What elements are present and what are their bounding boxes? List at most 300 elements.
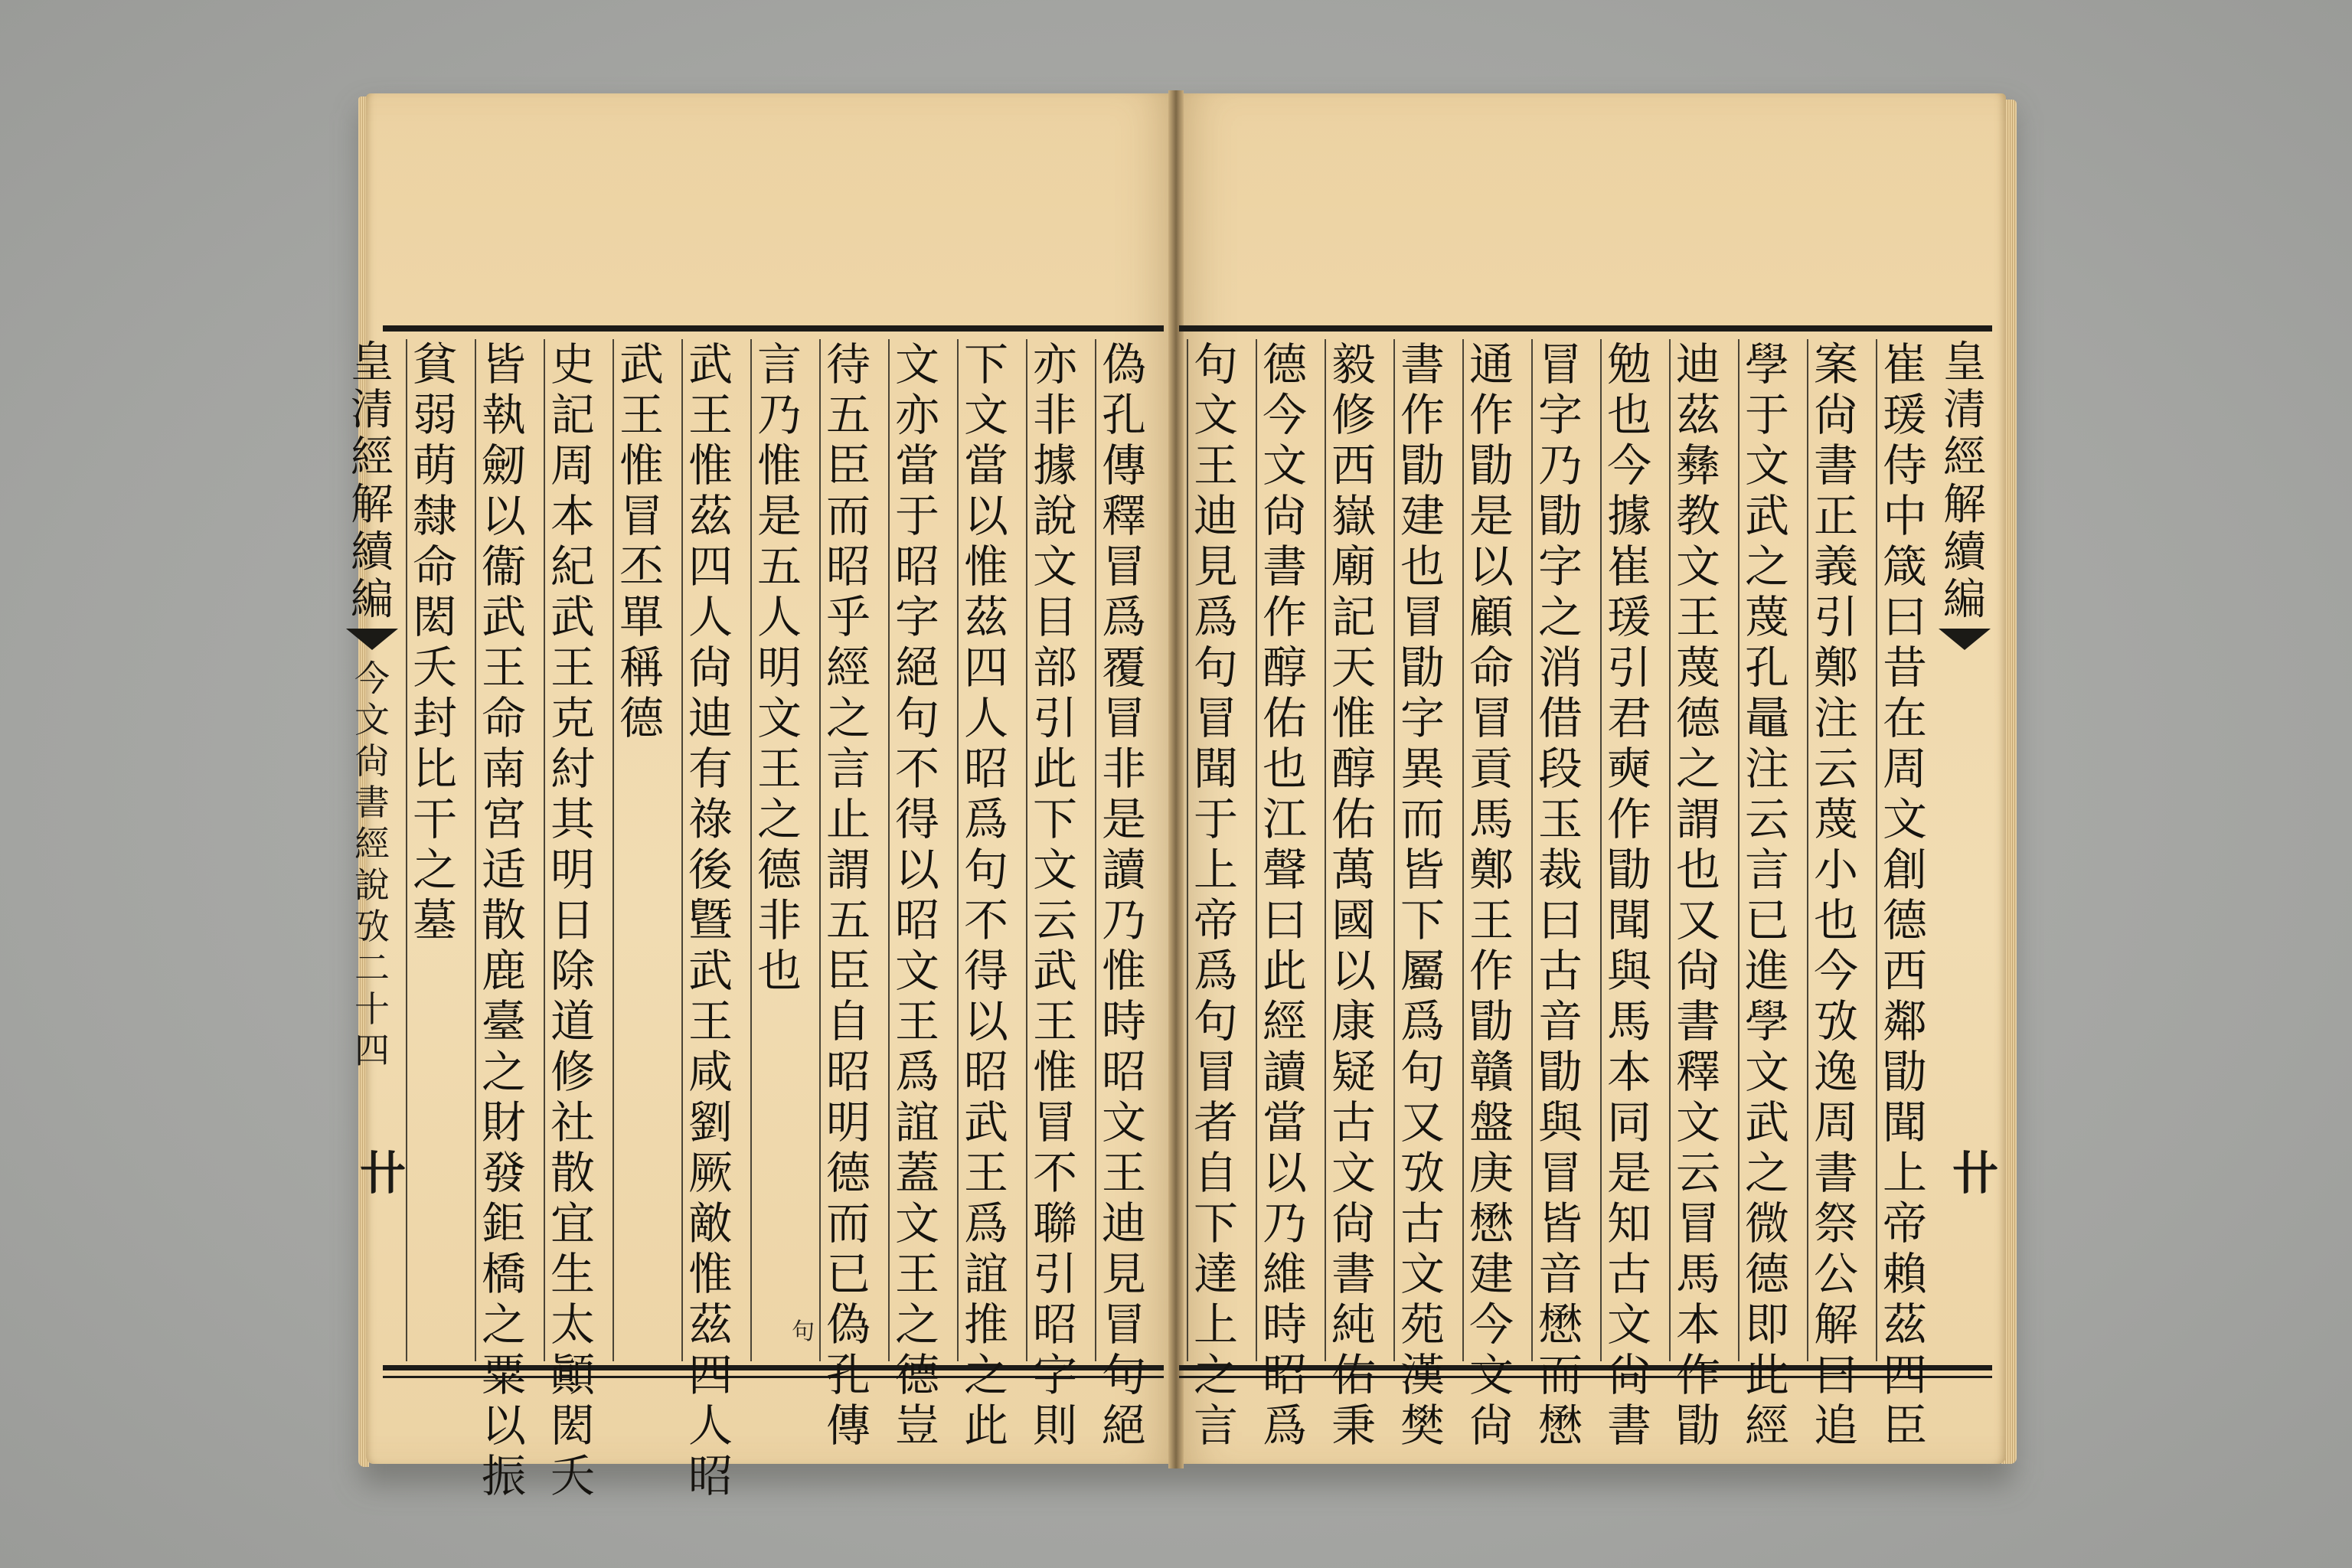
glyph: 宜 — [550, 1197, 595, 1250]
glyph: 尙 — [1331, 1197, 1376, 1250]
glyph: 五 — [825, 389, 871, 441]
glyph: 太 — [550, 1298, 595, 1351]
glyph: 之 — [412, 844, 457, 896]
glyph: 聞 — [1882, 1096, 1927, 1148]
glyph: 以 — [963, 995, 1008, 1047]
glyph: 爲 — [963, 793, 1008, 845]
glyph: 作 — [1400, 389, 1445, 441]
glyph: 迪 — [1675, 338, 1720, 390]
glyph: 書 — [1813, 439, 1858, 492]
glyph: 尙 — [1262, 490, 1307, 542]
glyph: 偽 — [1101, 338, 1146, 390]
top-rule — [383, 325, 1164, 332]
glyph: 當 — [894, 439, 939, 492]
glyph: 乎 — [825, 591, 871, 643]
banner-glyph: 二 — [354, 947, 390, 988]
glyph: 字 — [894, 591, 939, 643]
glyph: 非 — [756, 894, 802, 946]
glyph: 文 — [1468, 1349, 1514, 1401]
glyph: 惟 — [688, 1248, 733, 1300]
glyph: 迪 — [1193, 490, 1238, 542]
banner-glyph: 今 — [354, 658, 390, 699]
glyph: 下 — [1193, 1197, 1238, 1250]
banner-glyph: 經 — [1943, 433, 1986, 482]
glyph: 注 — [1744, 743, 1789, 795]
glyph: 之 — [1537, 591, 1583, 643]
glyph: 言 — [756, 338, 802, 390]
glyph: 爲 — [963, 1197, 1008, 1250]
glyph: 聯 — [1032, 1197, 1077, 1250]
glyph: 爲 — [1193, 591, 1238, 643]
glyph: 自 — [1193, 1147, 1238, 1199]
text-column — [1393, 338, 1450, 1452]
glyph: 不 — [894, 743, 939, 795]
glyph: 四 — [1882, 1349, 1927, 1401]
glyph: 古 — [1537, 945, 1583, 997]
glyph: 昭 — [894, 894, 939, 946]
glyph: 五 — [756, 541, 802, 593]
glyph: 嶽 — [1331, 490, 1376, 542]
glyph: 懋 — [1468, 1197, 1514, 1250]
glyph: 解 — [1813, 1298, 1858, 1351]
glyph: 秉 — [1331, 1400, 1376, 1452]
glyph: 鼂 — [1744, 692, 1789, 744]
glyph: 此 — [963, 1400, 1008, 1452]
glyph: 書 — [1675, 995, 1720, 1047]
glyph: 散 — [481, 894, 526, 946]
banner-glyph: 續 — [351, 528, 394, 577]
glyph: 醇 — [1262, 642, 1307, 694]
glyph: 散 — [550, 1147, 595, 1199]
glyph: 作 — [1262, 591, 1307, 643]
glyph: 絕 — [1101, 1400, 1146, 1452]
glyph: 傳 — [825, 1400, 871, 1452]
glyph: 贛 — [1468, 1046, 1514, 1098]
glyph: 借 — [1537, 692, 1583, 744]
glyph: 注 — [1813, 692, 1858, 744]
glyph: 義 — [1813, 541, 1858, 593]
glyph: 西 — [1331, 439, 1376, 492]
glyph: 文 — [756, 692, 802, 744]
glyph: 武 — [550, 591, 595, 643]
glyph: 文 — [1032, 844, 1077, 896]
glyph: 以 — [1262, 1147, 1307, 1199]
glyph: 皆 — [1400, 844, 1445, 896]
glyph: 王 — [619, 389, 664, 441]
glyph: 之 — [963, 1349, 1008, 1401]
glyph: 茲 — [688, 1298, 733, 1351]
glyph: 作 — [1606, 793, 1651, 845]
banner-glyph: 解 — [1943, 480, 1986, 530]
glyph: 讀 — [1262, 1046, 1307, 1098]
glyph: 紂 — [550, 743, 595, 795]
glyph: 惟 — [756, 439, 802, 492]
text-column — [544, 338, 600, 1502]
glyph: 句 — [894, 692, 939, 744]
glyph: 康 — [1331, 995, 1376, 1047]
glyph: 昭 — [1032, 1298, 1077, 1351]
glyph: 尙 — [1813, 389, 1858, 441]
glyph: 字 — [1537, 389, 1583, 441]
text-column — [1807, 338, 1864, 1452]
glyph: 曁 — [688, 894, 733, 946]
glyph: 逸 — [1813, 1046, 1858, 1098]
glyph: 書 — [1606, 1400, 1651, 1452]
glyph: 粟 — [481, 1349, 526, 1401]
glyph: 以 — [894, 844, 939, 896]
glyph: 孔 — [825, 1349, 871, 1401]
glyph: 鄭 — [1813, 642, 1858, 694]
glyph: 明 — [825, 1096, 871, 1148]
glyph: 德 — [1882, 894, 1927, 946]
glyph: 言 — [1193, 1400, 1238, 1452]
glyph: 茲 — [963, 591, 1008, 643]
glyph: 瑗 — [1606, 591, 1651, 643]
top-rule — [1179, 325, 1992, 332]
glyph: 崔 — [1606, 541, 1651, 593]
glyph: 文 — [1101, 1096, 1146, 1148]
glyph: 以 — [1468, 541, 1514, 593]
glyph: 冒 — [1101, 692, 1146, 744]
glyph: 國 — [1331, 894, 1376, 946]
glyph: 懋 — [1537, 1400, 1583, 1452]
glyph: 武 — [688, 338, 733, 390]
glyph: 西 — [1882, 945, 1927, 997]
banner-glyph: 清 — [1943, 385, 1986, 435]
glyph: 王 — [963, 1147, 1008, 1199]
glyph: 已 — [1744, 894, 1789, 946]
glyph: 今 — [1468, 1298, 1514, 1351]
glyph: 今 — [1606, 439, 1651, 492]
glyph: 其 — [550, 793, 595, 845]
glyph: 王 — [1468, 894, 1514, 946]
glyph: 鉅 — [481, 1197, 526, 1250]
glyph: 非 — [1032, 389, 1077, 441]
glyph: 德 — [1262, 338, 1307, 390]
glyph: 進 — [1744, 945, 1789, 997]
glyph: 稱 — [619, 642, 664, 694]
glyph: 勖 — [1882, 1046, 1927, 1098]
glyph: 引 — [1813, 591, 1858, 643]
glyph: 之 — [481, 1298, 526, 1351]
glyph: 冒 — [1537, 1147, 1583, 1199]
glyph: 文 — [1032, 541, 1077, 593]
glyph: 明 — [756, 642, 802, 694]
text-column — [612, 339, 669, 1361]
glyph: 文 — [1262, 439, 1307, 492]
banner-glyph: 尙 — [354, 740, 390, 782]
glyph: 也 — [1262, 743, 1307, 795]
glyph: 微 — [1744, 1197, 1789, 1250]
text-column — [750, 338, 815, 1361]
glyph: 文 — [894, 1197, 939, 1250]
glyph: 聞 — [1193, 743, 1238, 795]
glyph: 文 — [1675, 541, 1720, 593]
glyph: 乃 — [756, 389, 802, 441]
glyph: 亦 — [894, 389, 939, 441]
glyph: 經 — [1744, 1400, 1789, 1452]
glyph: 庚 — [1468, 1147, 1514, 1199]
glyph: 德 — [894, 1349, 939, 1401]
text-column — [1876, 338, 1932, 1452]
banner-glyph: 皇 — [1943, 338, 1986, 387]
glyph: 又 — [1400, 1096, 1445, 1148]
glyph: 貧 — [412, 338, 457, 390]
glyph: 武 — [619, 338, 664, 390]
banner-glyph: 解 — [351, 480, 394, 530]
glyph: 攷 — [1813, 995, 1858, 1047]
glyph: 誼 — [963, 1248, 1008, 1300]
glyph: 王 — [688, 389, 733, 441]
fishtail-mark-icon — [1939, 629, 1991, 650]
glyph: 作 — [1675, 1349, 1720, 1401]
banner-glyph: 編 — [1943, 575, 1986, 625]
glyph: 人 — [756, 591, 802, 643]
glyph: 鄰 — [1882, 995, 1927, 1047]
glyph: 于 — [894, 490, 939, 542]
glyph: 引 — [1032, 1248, 1077, 1300]
glyph: 冒 — [1101, 541, 1146, 593]
glyph: 咸 — [688, 1046, 733, 1098]
glyph: 冒 — [1675, 1197, 1720, 1250]
glyph: 鄭 — [1468, 844, 1514, 896]
glyph: 毅 — [1331, 338, 1376, 390]
banner-glyph: 皇 — [351, 338, 394, 387]
glyph: 醇 — [1331, 743, 1376, 795]
glyph: 學 — [1744, 995, 1789, 1047]
glyph: 云 — [1675, 1147, 1720, 1199]
right-page-frame — [1179, 234, 1998, 1452]
glyph: 釋 — [1101, 490, 1146, 542]
glyph: 彝 — [1675, 439, 1720, 492]
glyph: 書 — [1331, 1248, 1376, 1300]
glyph: 文 — [1331, 1147, 1376, 1199]
glyph: 覆 — [1101, 642, 1146, 694]
glyph: 作 — [1468, 389, 1514, 441]
glyph: 爲 — [1193, 945, 1238, 997]
glyph: 曰 — [1262, 894, 1307, 946]
glyph: 以 — [481, 490, 526, 542]
glyph: 道 — [550, 995, 595, 1047]
glyph: 盤 — [1468, 1096, 1514, 1148]
glyph: 異 — [1400, 743, 1445, 795]
glyph: 武 — [688, 945, 733, 997]
glyph: 之 — [1675, 743, 1720, 795]
glyph: 臣 — [1882, 1400, 1927, 1452]
glyph: 皆 — [481, 338, 526, 390]
glyph: 說 — [1032, 490, 1077, 542]
glyph: 馬 — [1606, 995, 1651, 1047]
glyph: 蔑 — [1813, 793, 1858, 845]
glyph: 推 — [963, 1298, 1008, 1351]
glyph: 昭 — [825, 541, 871, 593]
glyph: 昭 — [963, 1046, 1008, 1098]
glyph: 則 — [1032, 1400, 1077, 1452]
glyph: 裁 — [1537, 844, 1583, 896]
glyph: 勖 — [1400, 439, 1445, 492]
text-column — [1095, 338, 1152, 1452]
glyph: 惟 — [963, 541, 1008, 593]
glyph: 之 — [825, 692, 871, 744]
glyph: 昔 — [1882, 642, 1927, 694]
glyph: 攷 — [1400, 1147, 1445, 1199]
glyph: 德 — [619, 692, 664, 744]
glyph: 已 — [825, 1248, 871, 1300]
glyph: 王 — [894, 995, 939, 1047]
glyph: 王 — [688, 995, 733, 1047]
glyph: 與 — [1537, 1096, 1583, 1148]
glyph: 顧 — [1468, 591, 1514, 643]
glyph: 夭 — [550, 1450, 595, 1502]
glyph: 云 — [1744, 793, 1789, 845]
text-column — [1325, 338, 1381, 1452]
glyph: 謂 — [825, 844, 871, 896]
glyph: 之 — [756, 793, 802, 845]
glyph: 冒 — [1468, 692, 1514, 744]
glyph: 冒 — [619, 490, 664, 542]
glyph: 本 — [550, 490, 595, 542]
glyph: 而 — [1537, 1349, 1583, 1401]
glyph: 玉 — [1537, 793, 1583, 845]
glyph: 夭 — [412, 642, 457, 694]
glyph: 閎 — [412, 591, 457, 643]
glyph: 此 — [1262, 945, 1307, 997]
glyph: 王 — [481, 642, 526, 694]
glyph: 當 — [963, 439, 1008, 492]
glyph: 下 — [1032, 793, 1077, 845]
glyph: 維 — [1262, 1248, 1307, 1300]
glyph: 南 — [481, 743, 526, 795]
glyph: 明 — [550, 844, 595, 896]
glyph: 樊 — [1400, 1400, 1445, 1452]
glyph: 句 — [1193, 338, 1238, 390]
glyph: 正 — [1813, 490, 1858, 542]
glyph: 據 — [1606, 490, 1651, 542]
glyph: 勖 — [1537, 1046, 1583, 1098]
glyph: 文 — [1606, 1298, 1651, 1351]
glyph: 于 — [1193, 793, 1238, 845]
glyph: 絕 — [894, 642, 939, 694]
glyph: 句 — [963, 844, 1008, 896]
glyph: 惟 — [1032, 1046, 1077, 1098]
glyph: 即 — [1744, 1298, 1789, 1351]
glyph: 也 — [756, 945, 802, 997]
glyph: 于 — [1744, 389, 1789, 441]
glyph: 茲 — [688, 490, 733, 542]
glyph: 武 — [1744, 490, 1789, 542]
glyph: 昭 — [1101, 1046, 1146, 1098]
glyph: 勉 — [1606, 338, 1651, 390]
glyph: 音 — [1537, 1248, 1583, 1300]
glyph: 修 — [550, 1046, 595, 1098]
glyph: 之 — [1744, 541, 1789, 593]
glyph: 本 — [1675, 1298, 1720, 1351]
glyph: 人 — [688, 591, 733, 643]
glyph: 冒 — [1193, 692, 1238, 744]
glyph: 賴 — [1882, 1248, 1927, 1300]
glyph: 衞 — [481, 541, 526, 593]
glyph: 貢 — [1468, 743, 1514, 795]
glyph: 之 — [1193, 1349, 1238, 1401]
glyph: 日 — [550, 894, 595, 946]
glyph: 迪 — [688, 692, 733, 744]
glyph: 冒 — [1101, 1298, 1146, 1351]
glyph: 橋 — [481, 1248, 526, 1300]
glyph: 帝 — [1193, 894, 1238, 946]
glyph: 者 — [1193, 1096, 1238, 1148]
glyph: 也 — [1813, 894, 1858, 946]
glyph: 臺 — [481, 995, 526, 1047]
glyph: 目 — [1032, 591, 1077, 643]
glyph: 奭 — [1606, 743, 1651, 795]
glyph: 云 — [1032, 894, 1077, 946]
banner-glyph: 攷 — [354, 906, 390, 947]
glyph: 此 — [1744, 1349, 1789, 1401]
glyph: 本 — [1606, 1046, 1651, 1098]
glyph: 引 — [1032, 692, 1077, 744]
text-column — [888, 338, 945, 1452]
glyph: 聞 — [1606, 894, 1651, 946]
glyph: 侍 — [1882, 439, 1927, 492]
glyph: 之 — [481, 1046, 526, 1098]
glyph: 惟 — [1331, 692, 1376, 744]
glyph: 王 — [756, 743, 802, 795]
glyph: 字 — [1537, 541, 1583, 593]
glyph: 尙 — [1606, 1349, 1651, 1401]
glyph: 記 — [550, 389, 595, 441]
glyph: 漢 — [1400, 1349, 1445, 1401]
glyph: 記 — [1331, 591, 1376, 643]
glyph: 修 — [1331, 389, 1376, 441]
glyph: 蓋 — [894, 1147, 939, 1199]
glyph: 建 — [1468, 1248, 1514, 1300]
glyph: 廟 — [1331, 541, 1376, 593]
glyph: 四 — [688, 1349, 733, 1401]
glyph: 古 — [1331, 1096, 1376, 1148]
glyph: 作 — [1468, 945, 1514, 997]
glyph: 佑 — [1331, 793, 1376, 845]
glyph: 昭 — [1262, 1349, 1307, 1401]
glyph: 不 — [963, 894, 1008, 946]
glyph: 上 — [1193, 844, 1238, 896]
glyph: 弱 — [412, 389, 457, 441]
glyph: 經 — [825, 642, 871, 694]
glyph: 命 — [412, 541, 457, 593]
glyph: 命 — [1468, 642, 1514, 694]
glyph: 昭 — [963, 743, 1008, 795]
glyph: 勖 — [1537, 490, 1583, 542]
glyph: 孔 — [1101, 389, 1146, 441]
glyph: 武 — [1032, 945, 1077, 997]
text-column — [475, 338, 531, 1502]
glyph: 文 — [1744, 1046, 1789, 1098]
glyph: 尙 — [1468, 1400, 1514, 1452]
glyph: 爲 — [1101, 591, 1146, 643]
glyph: 見 — [1193, 541, 1238, 593]
glyph: 周 — [550, 439, 595, 492]
glyph: 昭 — [825, 1046, 871, 1098]
glyph: 文 — [894, 338, 939, 390]
glyph: 王 — [1101, 1147, 1146, 1199]
text-column — [1462, 338, 1519, 1452]
glyph: 克 — [550, 692, 595, 744]
glyph: 周 — [1813, 1096, 1858, 1148]
page-banner — [345, 339, 400, 1361]
glyph: 萬 — [1331, 844, 1376, 896]
glyph: 有 — [688, 743, 733, 795]
glyph: 消 — [1537, 642, 1583, 694]
glyph: 單 — [619, 591, 664, 643]
